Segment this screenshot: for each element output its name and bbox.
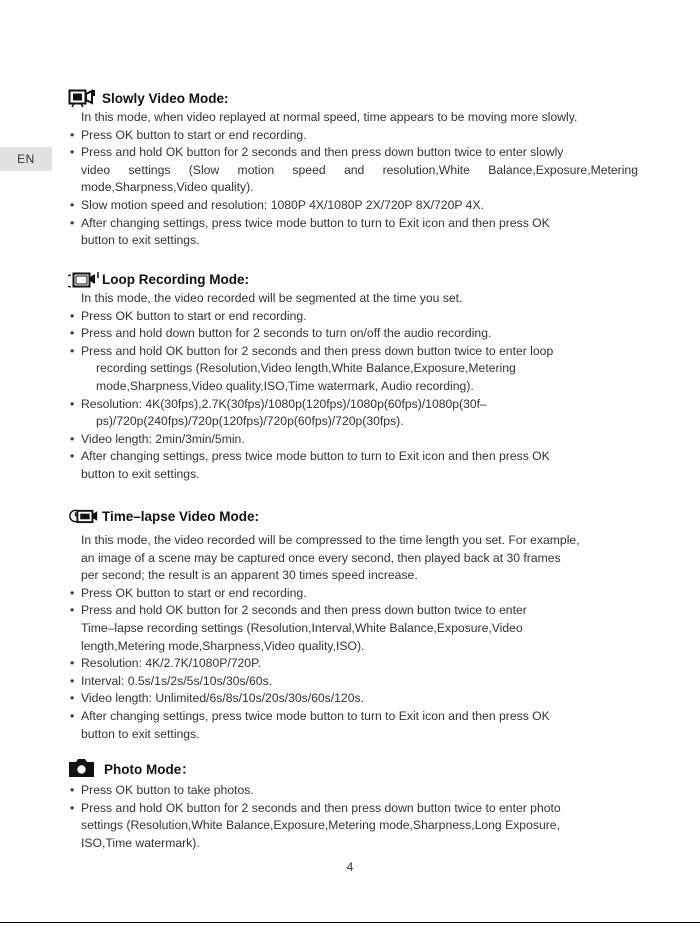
line: Time–lapse recording settings (Resolution,Interval,White Balance,Exposure,Video — [81, 620, 523, 635]
line: • After changing settings, press twice mode button to turn to Exit icon and then press OK — [81, 708, 550, 723]
line: • Press and hold OK button for 2 seconds and then press down button twice to enter — [81, 603, 527, 618]
line: per second; the result is an apparent 30 times speed increase. — [81, 568, 418, 583]
line: video settings (Slow motion speed and resolution,White Balance,Exposure,Metering — [81, 162, 638, 177]
section-heading — [68, 505, 638, 527]
line: • After changing settings, press twice mode button to turn to Exit icon and then press OK — [81, 449, 550, 464]
list-item: • Video length: Unlimited/6s/8s/10s/20s/30s/60s/120s. — [68, 690, 638, 708]
line: • Press and hold OK button for 2 seconds and then press down button twice to enter photo — [81, 800, 561, 815]
section-loop-recording — [68, 268, 638, 484]
list-item — [68, 343, 638, 396]
intro-text: In this mode, when video replayed at normal speed, time appears to be moving more slowly. — [81, 110, 578, 124]
list-item: • Interval: 0.5s/1s/2s/5s/10s/30s/60s. — [68, 673, 638, 691]
list-item: • Resolution: 4K/2.7K/1080P/720P. — [68, 655, 638, 673]
line: ps)/720p(240fps)/720p(120fps)/720p(60fps)/720p(30fps). — [96, 414, 404, 429]
list-item — [68, 448, 638, 483]
list-item — [68, 215, 638, 250]
section-timelapse-video — [68, 505, 638, 743]
list-item: • Slow motion speed and resolution: 1080P 4X/1080P 2X/720P 8X/720P 4X. — [68, 197, 638, 215]
line: settings (Resolution,White Balance,Exposure,Metering mode,Sharpness,Long Exposure, — [81, 818, 560, 833]
section-heading — [68, 87, 638, 109]
list-item — [68, 602, 638, 655]
section-title: Photo Mode： — [104, 762, 195, 777]
language-tab: EN — [0, 147, 52, 171]
section-title: Loop Recording Mode: — [102, 271, 249, 287]
line: • Resolution: 4K(30fps),2.7K(30fps)/1080p(120fps)/1080p(60fps)/1080p(30f– — [81, 396, 487, 411]
bottom-divider — [0, 922, 700, 923]
slow-video-icon — [68, 88, 100, 108]
line: In this mode, the video recorded will be compressed to the time length you set. For example, — [81, 533, 580, 547]
list-item: • Press and hold down button for 2 seconds to turn on/off the audio recording. — [68, 325, 638, 343]
line: button to exit settings. — [81, 233, 200, 248]
camera-icon — [68, 758, 102, 778]
list-item — [68, 396, 638, 431]
line: button to exit settings. — [81, 726, 200, 741]
section-title: Time–lapse Video Mode: — [102, 508, 260, 524]
loop-recording-icon — [68, 269, 100, 289]
list-item — [68, 708, 638, 743]
line: button to exit settings. — [81, 466, 200, 481]
page-number: 4 — [346, 860, 354, 874]
section-slow-video — [68, 87, 638, 250]
section-heading — [68, 268, 638, 290]
list-item — [68, 144, 638, 197]
section-heading — [68, 757, 638, 779]
line: length,Metering mode,Sharpness,Video quality,ISO). — [81, 638, 365, 653]
timelapse-video-icon — [68, 506, 100, 526]
section-title: Slowly Video Mode: — [102, 90, 229, 106]
list-item: • Press OK button to start or end recording. — [68, 127, 638, 145]
list-item: • Press OK button to take photos. — [68, 782, 638, 800]
line: mode,Sharpness,Video quality,ISO,Time watermark, Audio recording). — [96, 378, 474, 393]
line: • After changing settings, press twice mode button to turn to Exit icon and then press OK — [81, 215, 550, 230]
intro-text: In this mode, the video recorded will be segmented at the time you set. — [81, 291, 463, 305]
list-item: • Press OK button to start or end recording. — [68, 308, 638, 326]
line: recording settings (Resolution,Video length,White Balance,Exposure,Metering — [96, 361, 516, 376]
list-item — [68, 800, 638, 853]
line: • Press and hold OK button for 2 seconds and then press down button twice to enter slowly — [81, 145, 564, 160]
list-item: • Press OK button to start or end recording. — [68, 585, 638, 603]
list-item: • Video length: 2min/3min/5min. — [68, 431, 638, 449]
line: • Press and hold OK button for 2 seconds and then press down button twice to enter loop — [81, 343, 554, 358]
line: mode,Sharpness,Video quality). — [81, 180, 254, 195]
section-photo-mode — [68, 757, 638, 852]
line: ISO,Time watermark). — [81, 835, 200, 850]
intro-text — [68, 527, 638, 585]
line: an image of a scene may be captured once every second, then played back at 30 frames — [81, 550, 561, 565]
